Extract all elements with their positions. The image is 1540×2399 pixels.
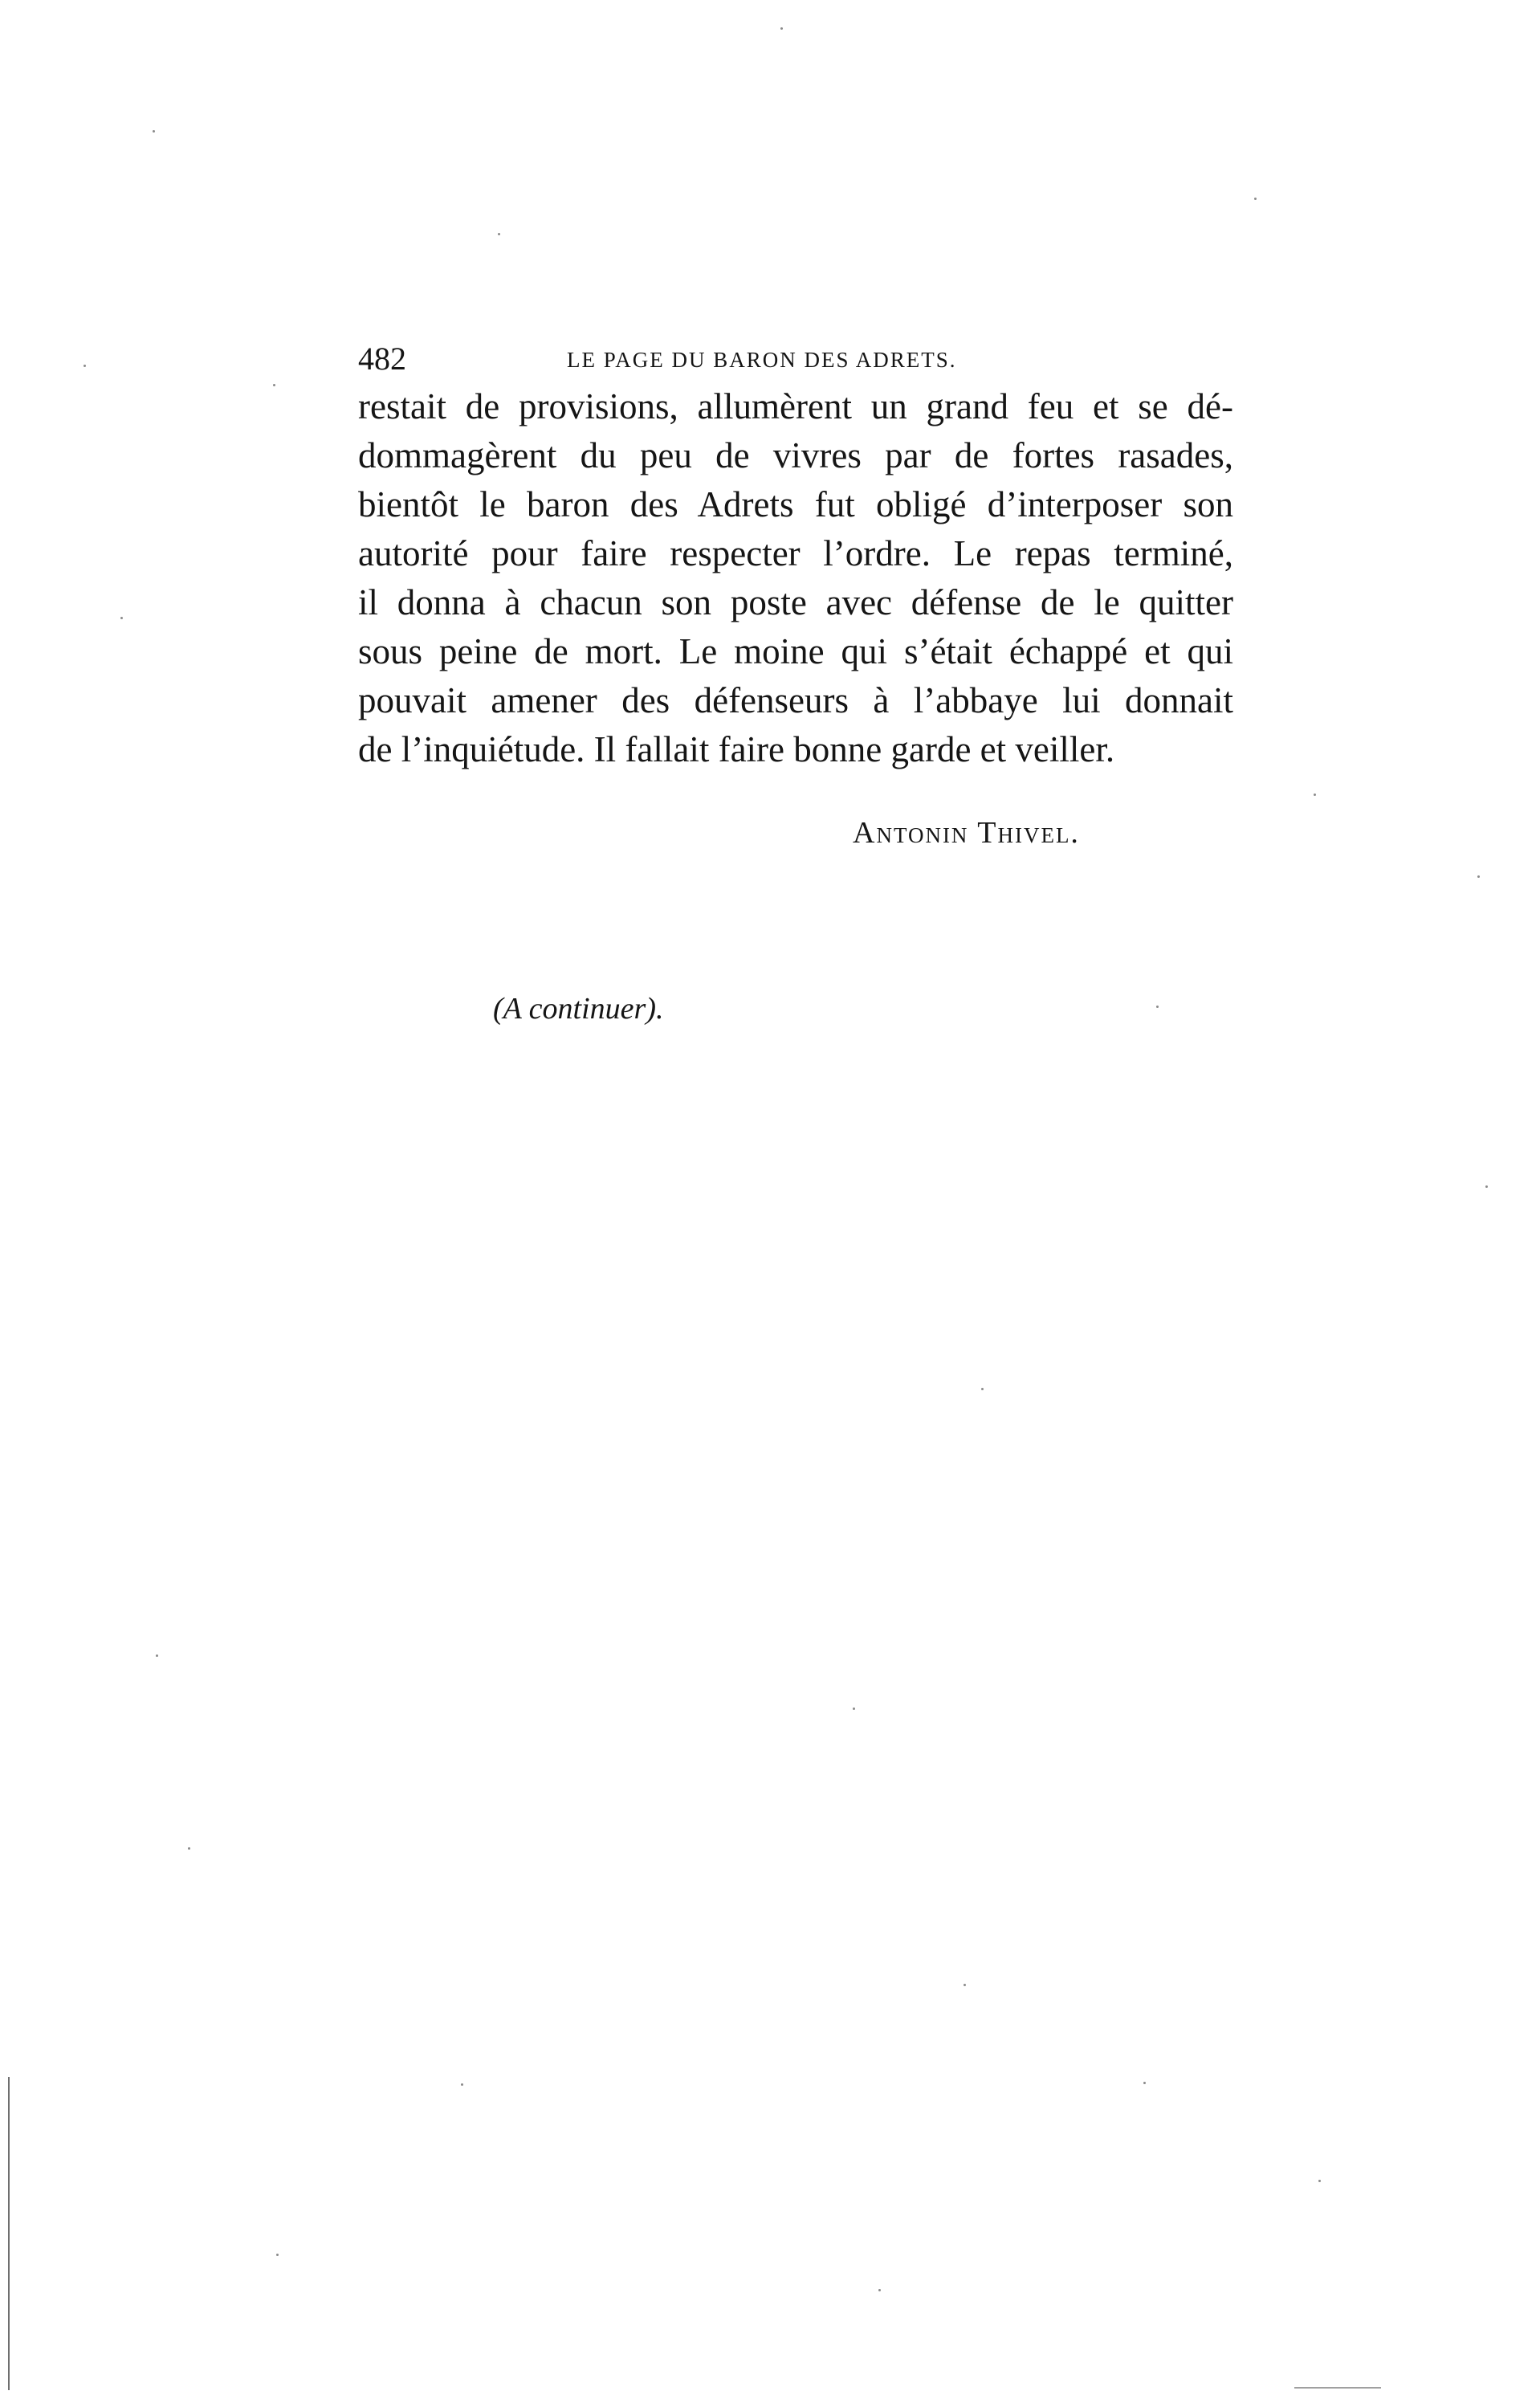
scan-speck (188, 1847, 190, 1850)
scan-speck (878, 2289, 881, 2291)
scan-speck (120, 617, 123, 619)
scan-speck (1314, 794, 1316, 796)
scan-speck (1485, 1185, 1488, 1188)
scan-edge-mark (1294, 2387, 1381, 2389)
scan-speck (273, 384, 275, 386)
scan-speck (276, 2254, 279, 2256)
text-line-8: de l’inquiétude. Il fallait faire bonne garde et veiller. (358, 729, 1115, 769)
running-title: LE PAGE DU BARON DES ADRETS. (567, 348, 957, 372)
continuation-note: (A continuer). (493, 992, 664, 1026)
scan-speck (84, 365, 86, 367)
text-line-7: pouvait amener des défenseurs à l’abbaye lui donnait (358, 680, 1233, 720)
scan-speck (498, 233, 500, 235)
scan-speck (1254, 198, 1257, 200)
scan-speck (964, 1984, 966, 1986)
text-line-3: bientôt le baron des Adrets fut obligé d’interposer son (358, 484, 1233, 524)
scan-speck (156, 1654, 158, 1657)
scan-speck (981, 1388, 984, 1390)
text-line-2: dommagèrent du peu de vivres par de fortes rasades, (358, 435, 1233, 475)
scan-speck (1156, 1006, 1159, 1008)
text-line-5: il donna à chacun son poste avec défense de le quitter (358, 582, 1233, 622)
scan-speck (1477, 875, 1480, 878)
text-line-1: restait de provisions, allumèrent un grand feu et se dé- (358, 386, 1233, 426)
text-line-4: autorité pour faire respecter l’ordre. Le repas terminé, (358, 533, 1233, 573)
scan-speck (853, 1707, 855, 1710)
page-number: 482 (358, 341, 406, 377)
scan-speck (461, 2083, 463, 2086)
scan-speck (780, 27, 783, 30)
scan-speck (1318, 2180, 1321, 2182)
scan-speck (153, 130, 155, 133)
author-signature: Antonin Thivel. (853, 816, 1080, 850)
scan-edge-line (8, 2077, 10, 2390)
text-line-6: sous peine de mort. Le moine qui s’était échappé et qui (358, 631, 1233, 671)
scan-speck (1143, 2082, 1146, 2084)
running-head (358, 339, 1233, 379)
body-paragraph (358, 382, 1233, 774)
